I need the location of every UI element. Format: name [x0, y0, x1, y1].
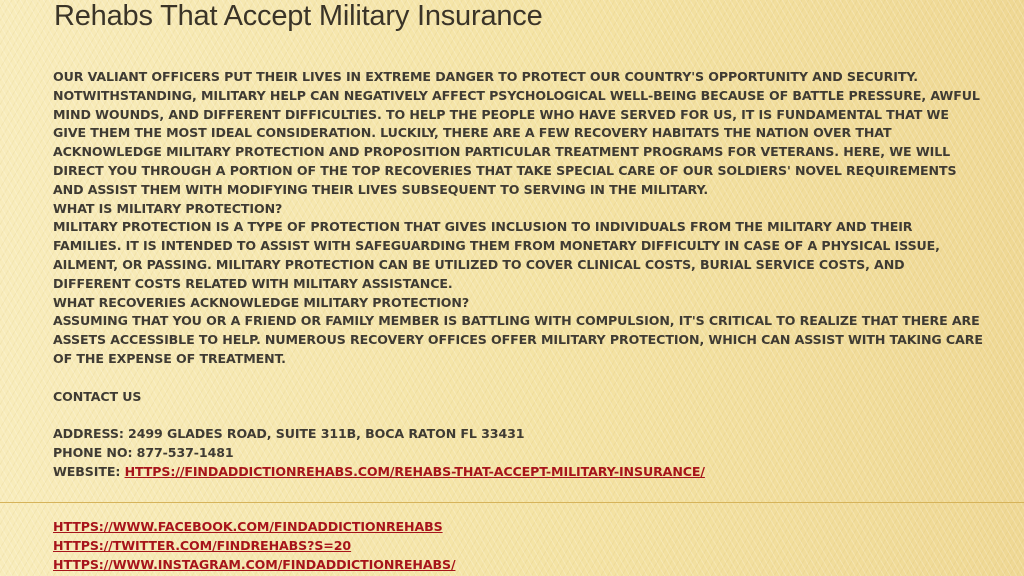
- divider-line: [0, 502, 1024, 503]
- slide-body: [53, 68, 983, 482]
- contact-address: ADDRESS: 2499 GLADES ROAD, SUITE 311B, BOCA RATON FL 33431: [53, 426, 525, 442]
- facebook-link[interactable]: HTTPS://WWW.FACEBOOK.COM/FINDADDICTIONREHABS: [53, 519, 443, 534]
- spacer: [53, 369, 983, 388]
- twitter-link[interactable]: HTTPS://TWITTER.COM/FINDREHABS?S=20: [53, 537, 352, 553]
- section-heading-recoveries: WHAT RECOVERIES ACKNOWLEDGE MILITARY PROTECTION?: [53, 294, 470, 310]
- instagram-link[interactable]: HTTPS://WWW.INSTAGRAM.COM/FINDADDICTIONREHABS/: [53, 556, 456, 572]
- website-link[interactable]: HTTPS://FINDADDICTIONREHABS.COM/REHABS-THAT-ACCEPT-MILITARY-INSURANCE/: [124, 463, 705, 479]
- military-protection-paragraph: MILITARY PROTECTION IS A TYPE OF PROTECTION THAT GIVES INCLUSION TO INDIVIDUALS FROM THE MILITARY AND THEIR FAMILIES. IT IS INTENDED TO ASSIST WITH SAFEGUARDING THEM FROM MONETARY DIFFICULTY IN CASE OF A PHYSICAL ISSUE, AILMENT, OR PASSING. MILITARY PROTECTION CAN BE UTILIZED TO COVER CLINICAL COSTS, BURIAL SERVICE COSTS, AND DIFFERENT COSTS RELATED WITH MILITARY ASSISTANCE.: [53, 219, 940, 291]
- social-links: [53, 518, 983, 574]
- slide-title: Rehabs That Accept Military Insurance: [54, 0, 543, 32]
- contact-website: [53, 463, 983, 482]
- spacer: [53, 406, 983, 425]
- section-heading-military-protection: WHAT IS MILITARY PROTECTION?: [53, 200, 283, 216]
- intro-paragraph: OUR VALIANT OFFICERS PUT THEIR LIVES IN EXTREME DANGER TO PROTECT OUR COUNTRY'S OPPORTUNITY AND SECURITY. NOTWITHSTANDING, MILITARY HELP CAN NEGATIVELY AFFECT PSYCHOLOGICAL WELL-BEING BECAUSE OF BATTLE PRESSURE, AWFUL MIND WOUNDS, AND DIFFERENT DIFFICULTIES. TO HELP THE PEOPLE WHO HAVE SERVED FOR US, IT IS FUNDAMENTAL THAT WE GIVE THEM THE MOST IDEAL CONSIDERATION. LUCKILY, THERE ARE A FEW RECOVERY HABITATS THE NATION OVER THAT ACKNOWLEDGE MILITARY PROTECTION AND PROPOSITION PARTICULAR TREATMENT PROGRAMS FOR VETERANS. HERE, WE WILL DIRECT YOU THROUGH A PORTION OF THE TOP RECOVERIES THAT TAKE SPECIAL CARE OF OUR SOLDIERS' NOVEL REQUIREMENTS AND ASSIST THEM WITH MODIFYING THEIR LIVES SUBSEQUENT TO SERVING IN THE MILITARY.: [53, 69, 980, 197]
- contact-heading: CONTACT US: [53, 388, 142, 404]
- recoveries-paragraph: ASSUMING THAT YOU OR A FRIEND OR FAMILY MEMBER IS BATTLING WITH COMPULSION, IT'S CRITICAL TO REALIZE THAT THERE ARE ASSETS ACCESSIBLE TO HELP. NUMEROUS RECOVERY OFFICES OFFER MILITARY PROTECTION, WHICH CAN ASSIST WITH TAKING CARE OF THE EXPENSE OF TREATMENT.: [53, 313, 983, 366]
- contact-phone: PHONE NO: 877-537-1481: [53, 444, 234, 460]
- website-label: WEBSITE:: [53, 463, 125, 479]
